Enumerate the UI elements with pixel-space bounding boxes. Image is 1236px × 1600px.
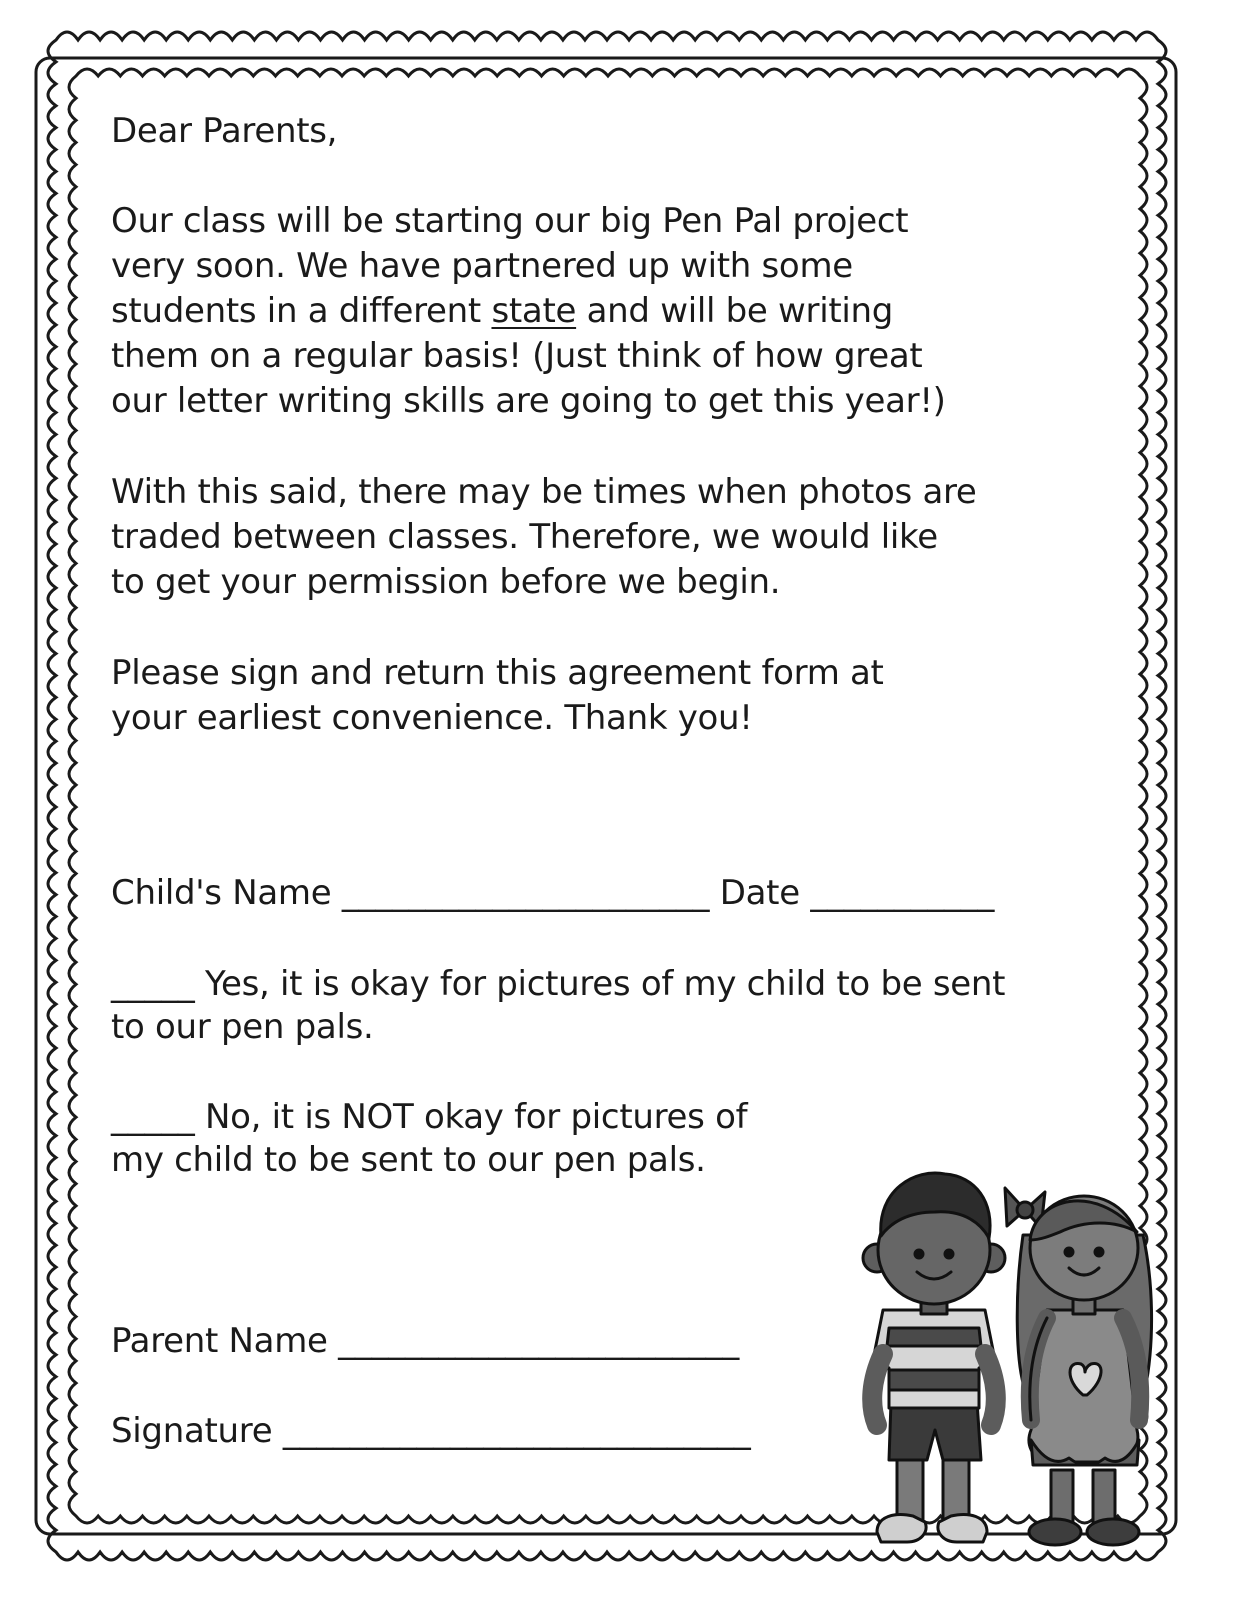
parent-name-field[interactable]: Parent Name ________________________: [111, 1321, 739, 1361]
paragraph-2-line-1: With this said, there may be times when photos are: [111, 472, 977, 512]
paragraph-2-line-3: to get your permission before we begin.: [111, 562, 781, 602]
paragraph-3-line-2: your earliest convenience. Thank you!: [111, 698, 753, 738]
underlined-word-state: state: [491, 291, 577, 331]
child-name-date-field[interactable]: Child's Name ______________________ Date ___________: [111, 873, 995, 913]
no-option-line-1[interactable]: _____ No, it is NOT okay for pictures of: [111, 1097, 748, 1137]
paragraph-2-line-2: traded between classes. Therefore, we would like: [111, 517, 938, 557]
two-kids-clipart-icon: [855, 1140, 1175, 1560]
no-option-line-2: my child to be sent to our pen pals.: [111, 1140, 706, 1180]
letter-greeting: Dear Parents,: [111, 111, 338, 151]
paragraph-1-line-2: very soon. We have partnered up with some: [111, 246, 853, 286]
paragraph-1-line-3-end: and will be writing: [576, 291, 894, 331]
paragraph-1-line-3: [111, 288, 893, 334]
yes-option-line-1[interactable]: _____ Yes, it is okay for pictures of my child to be sent: [111, 964, 1006, 1004]
paragraph-1-line-4: them on a regular basis! (Just think of how great: [111, 336, 923, 376]
paragraph-1-line-5: our letter writing skills are going to get this year!): [111, 381, 946, 421]
paragraph-1-line-1: Our class will be starting our big Pen Pal project: [111, 201, 909, 241]
yes-option-line-2: to our pen pals.: [111, 1007, 374, 1047]
paragraph-3-line-1: Please sign and return this agreement form at: [111, 653, 884, 693]
signature-field[interactable]: Signature ____________________________: [111, 1411, 751, 1451]
paragraph-1-line-3-start: students in a different: [111, 291, 492, 331]
